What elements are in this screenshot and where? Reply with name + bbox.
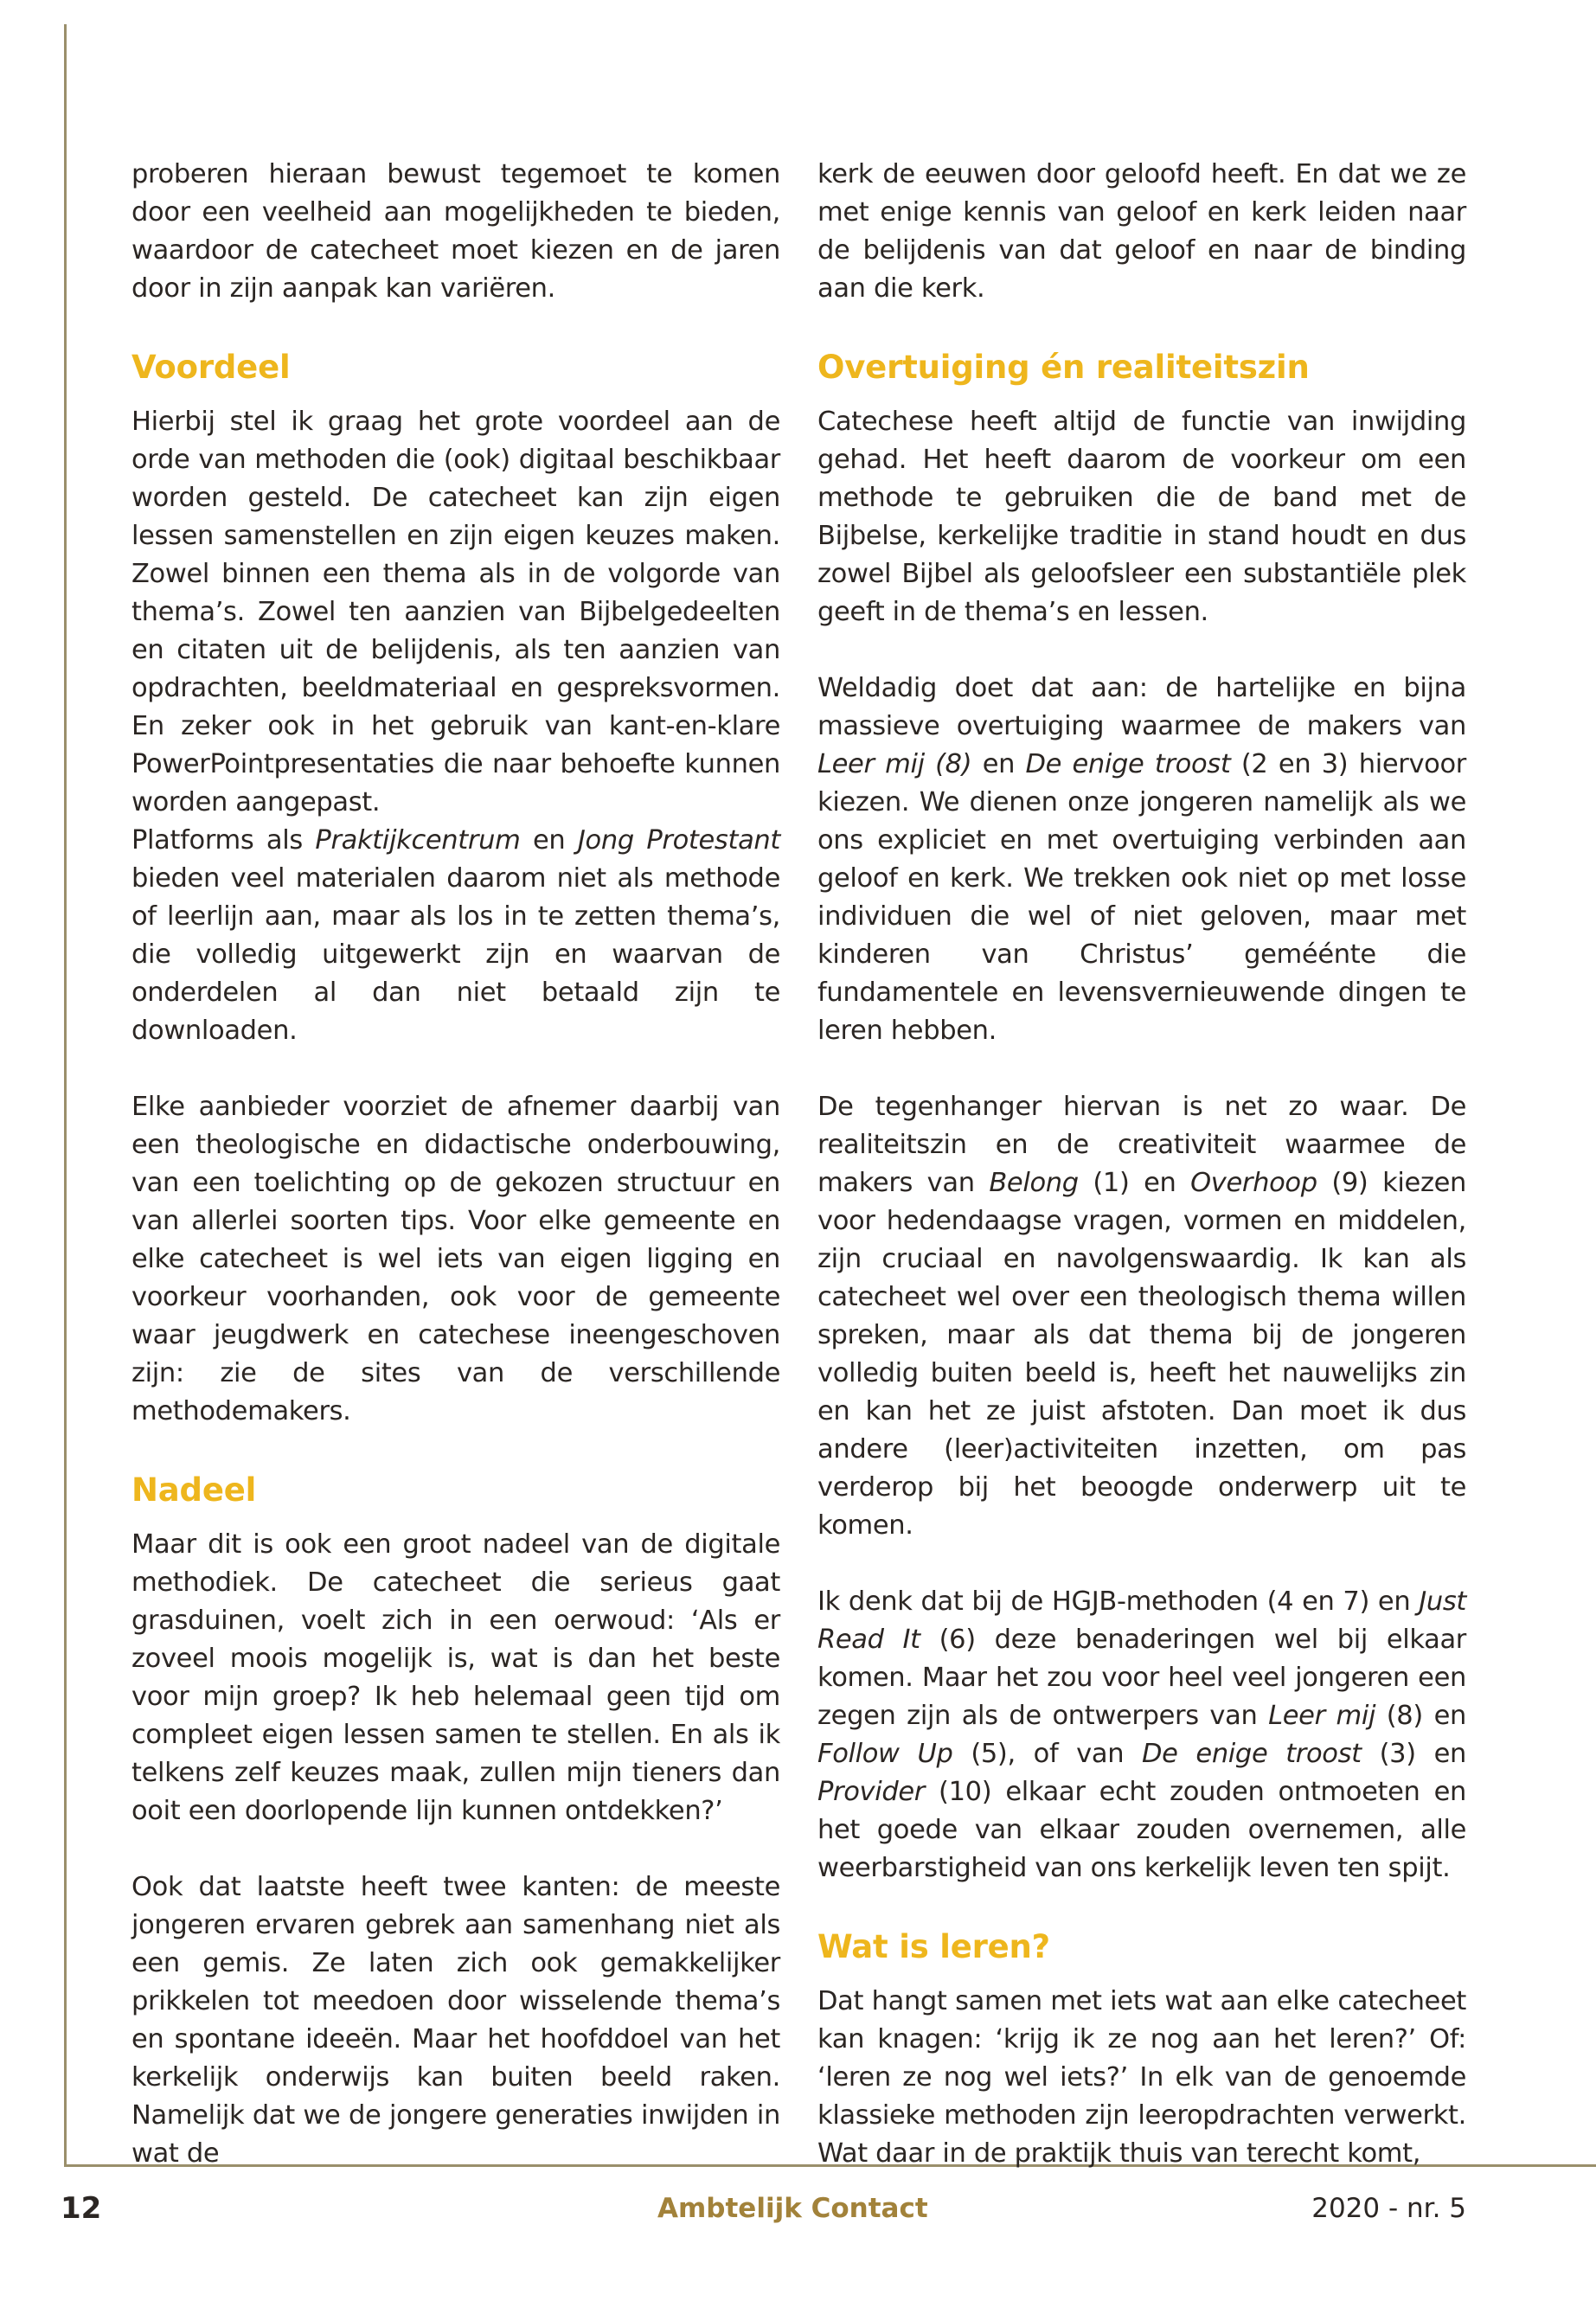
paragraph: Hierbij stel ik graag het grote voordeel aan de orde van methoden die (ook) digitaal beschikbaar worden gesteld. De catecheet kan zijn eigen lessen samenstellen en zijn eigen keuzes maken. Zowel binnen een thema als in de volgorde van thema’s. Zowel ten aanzien van Bijbelgedeelten en citaten uit de belijdenis, als ten aanzien van opdrachten, beeldmateriaal en gespreksvormen. En zeker ook in het gebruik van kant-en-klare PowerPointpresentaties die naar behoefte kunnen worden aangepast. [131,407,780,817]
paragraph: Platforms als Praktijkcentrum en Jong Protestant bieden veel materialen daarom niet als methode of leerlijn aan, maar als los in te zetten thema’s, die volledig uitgewerkt zijn en waarvan de onderdelen al dan niet betaald zijn te downloaden. [131,825,781,1046]
left-column [131,156,780,2211]
left-margin-rule [64,24,67,2166]
magazine-title: Ambtelijk Contact [657,2193,928,2224]
paragraph: Ook dat laatste heeft twee kanten: de meeste jongeren ervaren gebrek aan samenhang niet als een gemis. Ze laten zich ook gemakkelijker prikkelen tot meedoen door wisselende thema’s en spontane ideeën. Maar het hoofddoel van het kerkelijk onderwijs kan buiten beeld raken. Namelijk dat we de jongere generaties inwijden in wat de [131,1872,780,2169]
paragraph: kerk de eeuwen door geloofd heeft. En dat we ze met enige kennis van geloof en kerk leiden naar de belijdenis van dat geloof en naar de binding aan die kerk. [817,159,1466,304]
paragraph: Dat hangt samen met iets wat aan elke catecheet kan knagen: ‘krijg ik ze nog aan het leren?’ Of: ‘leren ze nog wel iets?’ In elk van de genoemde klassieke methoden zijn leeropdrachten verwerkt. Wat daar in de praktijk thuis van terecht komt, [817,1986,1466,2169]
paragraph: proberen hieraan bewust tegemoet te komen door een veelheid aan mogelijkheden te bieden, waardoor de catecheet moet kiezen en de jaren door in zijn aanpak kan variëren. [131,159,780,304]
paragraph: Maar dit is ook een groot nadeel van de digitale methodiek. De catecheet die serieus gaat grasduinen, voelt zich in een oerwoud: ‘Als er zoveel moois mogelijk is, wat is dan het beste voor mijn groep? Ik heb helemaal geen tijd om compleet eigen lessen samen te stellen. En als ik telkens zelf keuzes maak, zullen mijn tieners dan ooit een doorlopende lijn kunnen ontdekken?’ [131,1529,780,1826]
section-heading-wat-is-leren: Wat is leren? [817,1928,1050,1965]
paragraph: Catechese heeft altijd de functie van inwijding gehad. Het heeft daarom de voorkeur om een methode te gebruiken die de band met de Bijbelse, kerkelijke traditie in stand houdt en dus zowel Bijbel als geloofsleer een substantiële plek geeft in de thema’s en lessen. [817,407,1466,627]
section-heading-overtuiging: Overtuiging én realiteitszin [817,349,1310,386]
section-heading-voordeel: Voordeel [131,349,291,386]
paragraph: Elke aanbieder voorziet de afnemer daarbij van een theologische en didactische onderbouwing, van een toelichting op de gekozen structuur en van allerlei soorten tips. Voor elke gemeente en elke catecheet is wel iets van eigen ligging en voorkeur voorhanden, ook voor de gemeente waar jeugdwerk en catechese ineengeschoven zijn: zie de sites van de verschillende methodemakers. [131,1092,780,1426]
right-column [817,156,1466,2211]
paragraph: Ik denk dat bij de HGJB-methoden (4 en 7) en Just Read It (6) deze benaderingen wel bij elkaar komen. Maar het zou voor heel veel jongeren een zegen zijn als de ontwerpers van Leer mij (8) en Follow Up (5), of van De enige troost (3) en Provider (10) elkaar echt zouden ontmoeten en het goede van elkaar zouden overnemen, alle weerbarstigheid van ons kerkelijk leven ten spijt. [817,1586,1466,1883]
paragraph: De tegenhanger hiervan is net zo waar. De realiteitszin en de creativiteit waarmee de makers van Belong (1) en Overhoop (9) kiezen voor hedendaagse vragen, vormen en middelen, zijn cruciaal en navolgenswaardig. Ik kan als catecheet wel over een theologisch thema willen spreken, maar als dat thema bij de jongeren volledig buiten beeld is, heeft het nauwelijks zin en kan het ze juist afstoten. Dan moet ik dus andere (leer)activiteiten inzetten, om pas verderop bij het beoogde onderwerp uit te komen. [817,1092,1466,1541]
section-heading-nadeel: Nadeel [131,1471,257,1509]
paragraph: Weldadig doet dat aan: de hartelijke en bijna massieve overtuiging waarmee de makers van Leer mij (8) en De enige troost (2 en 3) hiervoor kiezen. We dienen onze jongeren namelijk als we ons expliciet en met overtuiging verbinden aan geloof en kerk. We trekken ook niet op met losse individuen die wel of niet geloven, maar met kinderen van Christus’ geméénte die fundamentele en levensvernieuwende dingen te leren hebben. [817,673,1466,1046]
issue-number: 2020 - nr. 5 [1311,2193,1466,2224]
page-number: 12 [61,2191,102,2226]
